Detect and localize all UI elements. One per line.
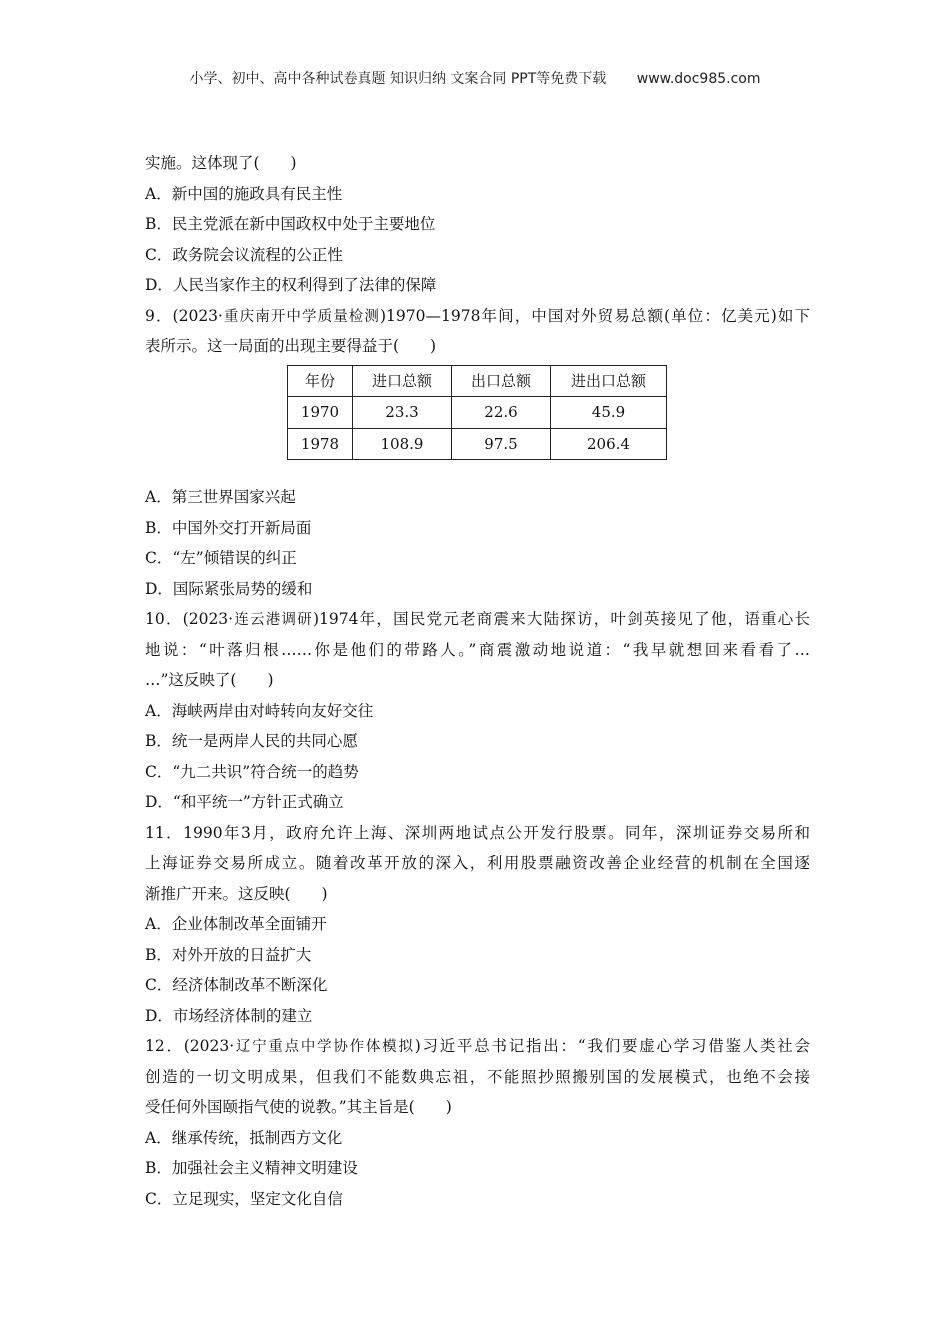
q11-stem-line1-text: 11．1990年3月，政府允许上海、深圳两地试点公开发行股票。同年，深圳证券交易所和 (145, 823, 810, 842)
q12-stem-line1 (145, 1031, 810, 1062)
table-cell: 108.9 (353, 428, 452, 460)
header-site: www.doc985.com (636, 71, 761, 87)
q8-option-c: C．政务院会议流程的公正性 (145, 245, 343, 264)
q8-option-b: B．民主党派在新中国政权中处于主要地位 (145, 215, 436, 233)
table-cell: 1970 (288, 397, 353, 429)
q11-option-c: C．经济体制改革不断深化 (145, 976, 328, 994)
table-cell: 45.9 (551, 397, 667, 429)
table-header-total: 进出口总额 (551, 365, 667, 397)
q10-stem-line1 (145, 604, 810, 635)
q10-stem-line2-text: 地说：“叶落归根……你是他们的带路人。”商震激动地说道：“我早就想回来看看了… (145, 640, 810, 659)
header-text: 小学、初中、高中各种试卷真题 知识归纳 文案合同 PPT等免费下载 (189, 71, 607, 87)
table-header-row (288, 365, 667, 397)
table-row (288, 397, 667, 429)
q9-option-a: A．第三世界国家兴起 (145, 488, 296, 506)
q12-option-a: A．继承传统，抵制西方文化 (145, 1128, 343, 1147)
q11-option-a: A．企业体制改革全面铺开 (145, 915, 327, 933)
q11-stem-line2 (145, 848, 810, 879)
q11-stem-line3: 渐推广开来。这反映( ) (145, 884, 328, 903)
table-cell: 97.5 (452, 428, 551, 460)
q12-stem-line3: 受任何外国颐指气使的说教。”其主旨是( ) (145, 1098, 452, 1116)
q8-tail: 实施。这体现了( ) (145, 154, 297, 172)
q10-option-a: A．海峡两岸由对峙转向友好交往 (145, 701, 374, 720)
q9-source: 重庆南开中学质量检测 (222, 308, 380, 325)
q12-option-c: C．立足现实，坚定文化自信 (145, 1189, 343, 1208)
q10-source: 连云港调研 (233, 612, 313, 628)
q9-stem-line2: 表所示。这一局面的出现主要得益于( ) (145, 337, 437, 355)
q10-option-d: D．“和平统一”方针正式确立 (145, 793, 344, 811)
exam-content (145, 148, 810, 1214)
q9-option-b: B．中国外交打开新局面 (145, 518, 312, 537)
q8-option-a: A．新中国的施政具有民主性 (145, 184, 343, 203)
q10-option-c: C．“九二共识”符合统一的趋势 (145, 762, 359, 781)
q11-stem-line2-text: 上海证券交易所成立。随着改革开放的深入，利用股票融资改善企业经营的机制在全国逐 (145, 854, 810, 872)
q11-option-d: D．市场经济体制的建立 (145, 1006, 313, 1025)
q12-stem-line2-text: 创造的一切文明成果，但我们不能数典忘祖，不能照抄照搬别国的发展模式，也绝不会接 (145, 1067, 810, 1086)
q11-stem-line1 (145, 818, 810, 849)
q9-stem-rest: )1970—1978年间，中国对外贸易总额(单位：亿美元)如下 (380, 306, 810, 325)
q12-number: 12．(2023· (145, 1037, 235, 1055)
q9-stem-line1 (145, 301, 810, 332)
q10-stem-line3: …”这反映了( ) (145, 671, 274, 689)
q12-option-b: B．加强社会主义精神文明建设 (145, 1159, 358, 1177)
table-header-import: 进口总额 (353, 365, 452, 397)
table-cell: 23.3 (353, 397, 452, 429)
q10-stem-line2 (145, 635, 810, 666)
page-header (0, 68, 950, 88)
q11-option-b: B．对外开放的日益扩大 (145, 945, 312, 964)
table-cell: 22.6 (452, 397, 551, 429)
q10-number: 10．(2023· (145, 610, 234, 628)
trade-table (287, 365, 667, 461)
q9-option-c: C．“左”倾错误的纠正 (145, 549, 297, 567)
table-header-export: 出口总额 (452, 365, 551, 397)
q12-stem-rest: )习近平总书记指出：“我们要虚心学习借鉴人类社会 (414, 1037, 810, 1055)
q8-option-d: D．人民当家作主的权利得到了法律的保障 (145, 276, 437, 294)
q9-option-d: D．国际紧张局势的缓和 (145, 579, 313, 598)
q12-source: 辽宁重点中学协作体模拟 (234, 1039, 415, 1055)
q9-number: 9．(2023· (145, 306, 223, 325)
q10-stem-rest: )1974年，国民党元老商震来大陆探访，叶剑英接见了他，语重心长 (312, 610, 810, 628)
table-cell: 1978 (288, 428, 353, 460)
q10-option-b: B．统一是两岸人民的共同心愿 (145, 732, 358, 750)
q12-stem-line2 (145, 1062, 810, 1093)
table-cell: 206.4 (551, 428, 667, 460)
table-row (288, 428, 667, 460)
table-header-year: 年份 (288, 365, 353, 397)
